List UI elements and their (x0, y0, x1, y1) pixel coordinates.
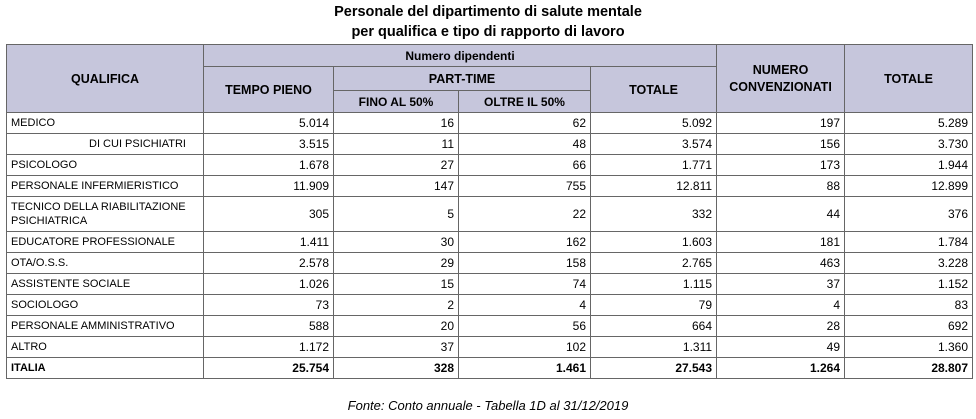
row-label: SOCIOLOGO (7, 295, 204, 316)
cell-oltre-50: 4 (459, 295, 591, 316)
cell-totale-dip: 1.115 (591, 274, 717, 295)
header-numero-dipendenti: Numero dipendenti (204, 45, 717, 67)
cell-convenzionati: 173 (717, 155, 845, 176)
table-row (7, 134, 973, 155)
row-label: PERSONALE AMMINISTRATIVO (7, 316, 204, 337)
cell-oltre-50: 102 (459, 337, 591, 358)
table-title (0, 3, 976, 43)
cell-fino-50: 328 (334, 358, 459, 379)
total-row (7, 358, 973, 379)
cell-fino-50: 147 (334, 176, 459, 197)
header-qualifica: QUALIFICA (7, 45, 204, 113)
row-label: EDUCATORE PROFESSIONALE (7, 232, 204, 253)
row-label: ASSISTENTE SOCIALE (7, 274, 204, 295)
row-label: TECNICO DELLA RIABILITAZIONE PSICHIATRICA (7, 197, 204, 232)
table-row (7, 176, 973, 197)
cell-totale: 692 (845, 316, 973, 337)
table-row (7, 197, 973, 232)
cell-fino-50: 37 (334, 337, 459, 358)
cell-totale-dip: 332 (591, 197, 717, 232)
table-row (7, 155, 973, 176)
cell-fino-50: 5 (334, 197, 459, 232)
cell-fino-50: 20 (334, 316, 459, 337)
header-totale: TOTALE (845, 45, 973, 113)
cell-tempo-pieno: 1.411 (204, 232, 334, 253)
cell-oltre-50: 755 (459, 176, 591, 197)
cell-totale: 12.899 (845, 176, 973, 197)
cell-totale: 3.730 (845, 134, 973, 155)
cell-fino-50: 11 (334, 134, 459, 155)
cell-totale: 376 (845, 197, 973, 232)
header-oltre-50: OLTRE IL 50% (459, 91, 591, 113)
table-row (7, 232, 973, 253)
row-label: MEDICO (7, 113, 204, 134)
cell-convenzionati: 156 (717, 134, 845, 155)
cell-totale: 1.784 (845, 232, 973, 253)
cell-oltre-50: 66 (459, 155, 591, 176)
cell-fino-50: 15 (334, 274, 459, 295)
cell-fino-50: 16 (334, 113, 459, 134)
cell-totale: 1.944 (845, 155, 973, 176)
cell-convenzionati: 88 (717, 176, 845, 197)
cell-convenzionati: 1.264 (717, 358, 845, 379)
header-tempo-pieno: TEMPO PIENO (204, 67, 334, 113)
cell-fino-50: 30 (334, 232, 459, 253)
cell-fino-50: 2 (334, 295, 459, 316)
cell-totale-dip: 1.771 (591, 155, 717, 176)
cell-convenzionati: 44 (717, 197, 845, 232)
cell-tempo-pieno: 1.172 (204, 337, 334, 358)
cell-totale: 5.289 (845, 113, 973, 134)
header-fino-50: FINO AL 50% (334, 91, 459, 113)
cell-convenzionati: 197 (717, 113, 845, 134)
cell-convenzionati: 37 (717, 274, 845, 295)
cell-totale: 3.228 (845, 253, 973, 274)
row-label: PSICOLOGO (7, 155, 204, 176)
table-row (7, 253, 973, 274)
cell-tempo-pieno: 1.026 (204, 274, 334, 295)
cell-oltre-50: 158 (459, 253, 591, 274)
cell-totale: 1.152 (845, 274, 973, 295)
cell-convenzionati: 463 (717, 253, 845, 274)
cell-tempo-pieno: 25.754 (204, 358, 334, 379)
cell-oltre-50: 48 (459, 134, 591, 155)
cell-totale-dip: 3.574 (591, 134, 717, 155)
cell-totale-dip: 1.603 (591, 232, 717, 253)
cell-tempo-pieno: 588 (204, 316, 334, 337)
cell-tempo-pieno: 73 (204, 295, 334, 316)
cell-oltre-50: 56 (459, 316, 591, 337)
cell-totale: 83 (845, 295, 973, 316)
cell-oltre-50: 62 (459, 113, 591, 134)
row-label: DI CUI PSICHIATRI (7, 134, 204, 155)
cell-totale-dip: 12.811 (591, 176, 717, 197)
cell-fino-50: 29 (334, 253, 459, 274)
table-row (7, 295, 973, 316)
cell-tempo-pieno: 11.909 (204, 176, 334, 197)
table-row (7, 113, 973, 134)
cell-tempo-pieno: 5.014 (204, 113, 334, 134)
row-label: ITALIA (7, 358, 204, 379)
cell-totale-dip: 1.311 (591, 337, 717, 358)
cell-fino-50: 27 (334, 155, 459, 176)
row-label: ALTRO (7, 337, 204, 358)
cell-oltre-50: 74 (459, 274, 591, 295)
cell-tempo-pieno: 305 (204, 197, 334, 232)
header-numero-convenzionati: NUMERO CONVENZIONATI (717, 45, 845, 113)
row-label: PERSONALE INFERMIERISTICO (7, 176, 204, 197)
table-row (7, 274, 973, 295)
title-line-1: Personale del dipartimento di salute mentale (334, 4, 642, 20)
table-body (7, 113, 973, 379)
cell-totale-dip: 2.765 (591, 253, 717, 274)
cell-oltre-50: 1.461 (459, 358, 591, 379)
cell-totale: 1.360 (845, 337, 973, 358)
cell-tempo-pieno: 2.578 (204, 253, 334, 274)
cell-totale: 28.807 (845, 358, 973, 379)
cell-oltre-50: 22 (459, 197, 591, 232)
cell-totale-dip: 79 (591, 295, 717, 316)
cell-oltre-50: 162 (459, 232, 591, 253)
cell-convenzionati: 49 (717, 337, 845, 358)
table-row (7, 316, 973, 337)
header-part-time: PART-TIME (334, 67, 591, 91)
cell-convenzionati: 28 (717, 316, 845, 337)
staff-table (6, 44, 973, 379)
title-line-2: per qualifica e tipo di rapporto di lavoro (351, 24, 625, 40)
cell-totale-dip: 5.092 (591, 113, 717, 134)
header-totale-dipendenti: TOTALE (591, 67, 717, 113)
row-label: OTA/O.S.S. (7, 253, 204, 274)
cell-convenzionati: 4 (717, 295, 845, 316)
cell-totale-dip: 664 (591, 316, 717, 337)
table-row (7, 337, 973, 358)
cell-tempo-pieno: 1.678 (204, 155, 334, 176)
cell-convenzionati: 181 (717, 232, 845, 253)
source-note: Fonte: Conto annuale - Tabella 1D al 31/12/2019 (347, 398, 629, 413)
cell-tempo-pieno: 3.515 (204, 134, 334, 155)
cell-totale-dip: 27.543 (591, 358, 717, 379)
